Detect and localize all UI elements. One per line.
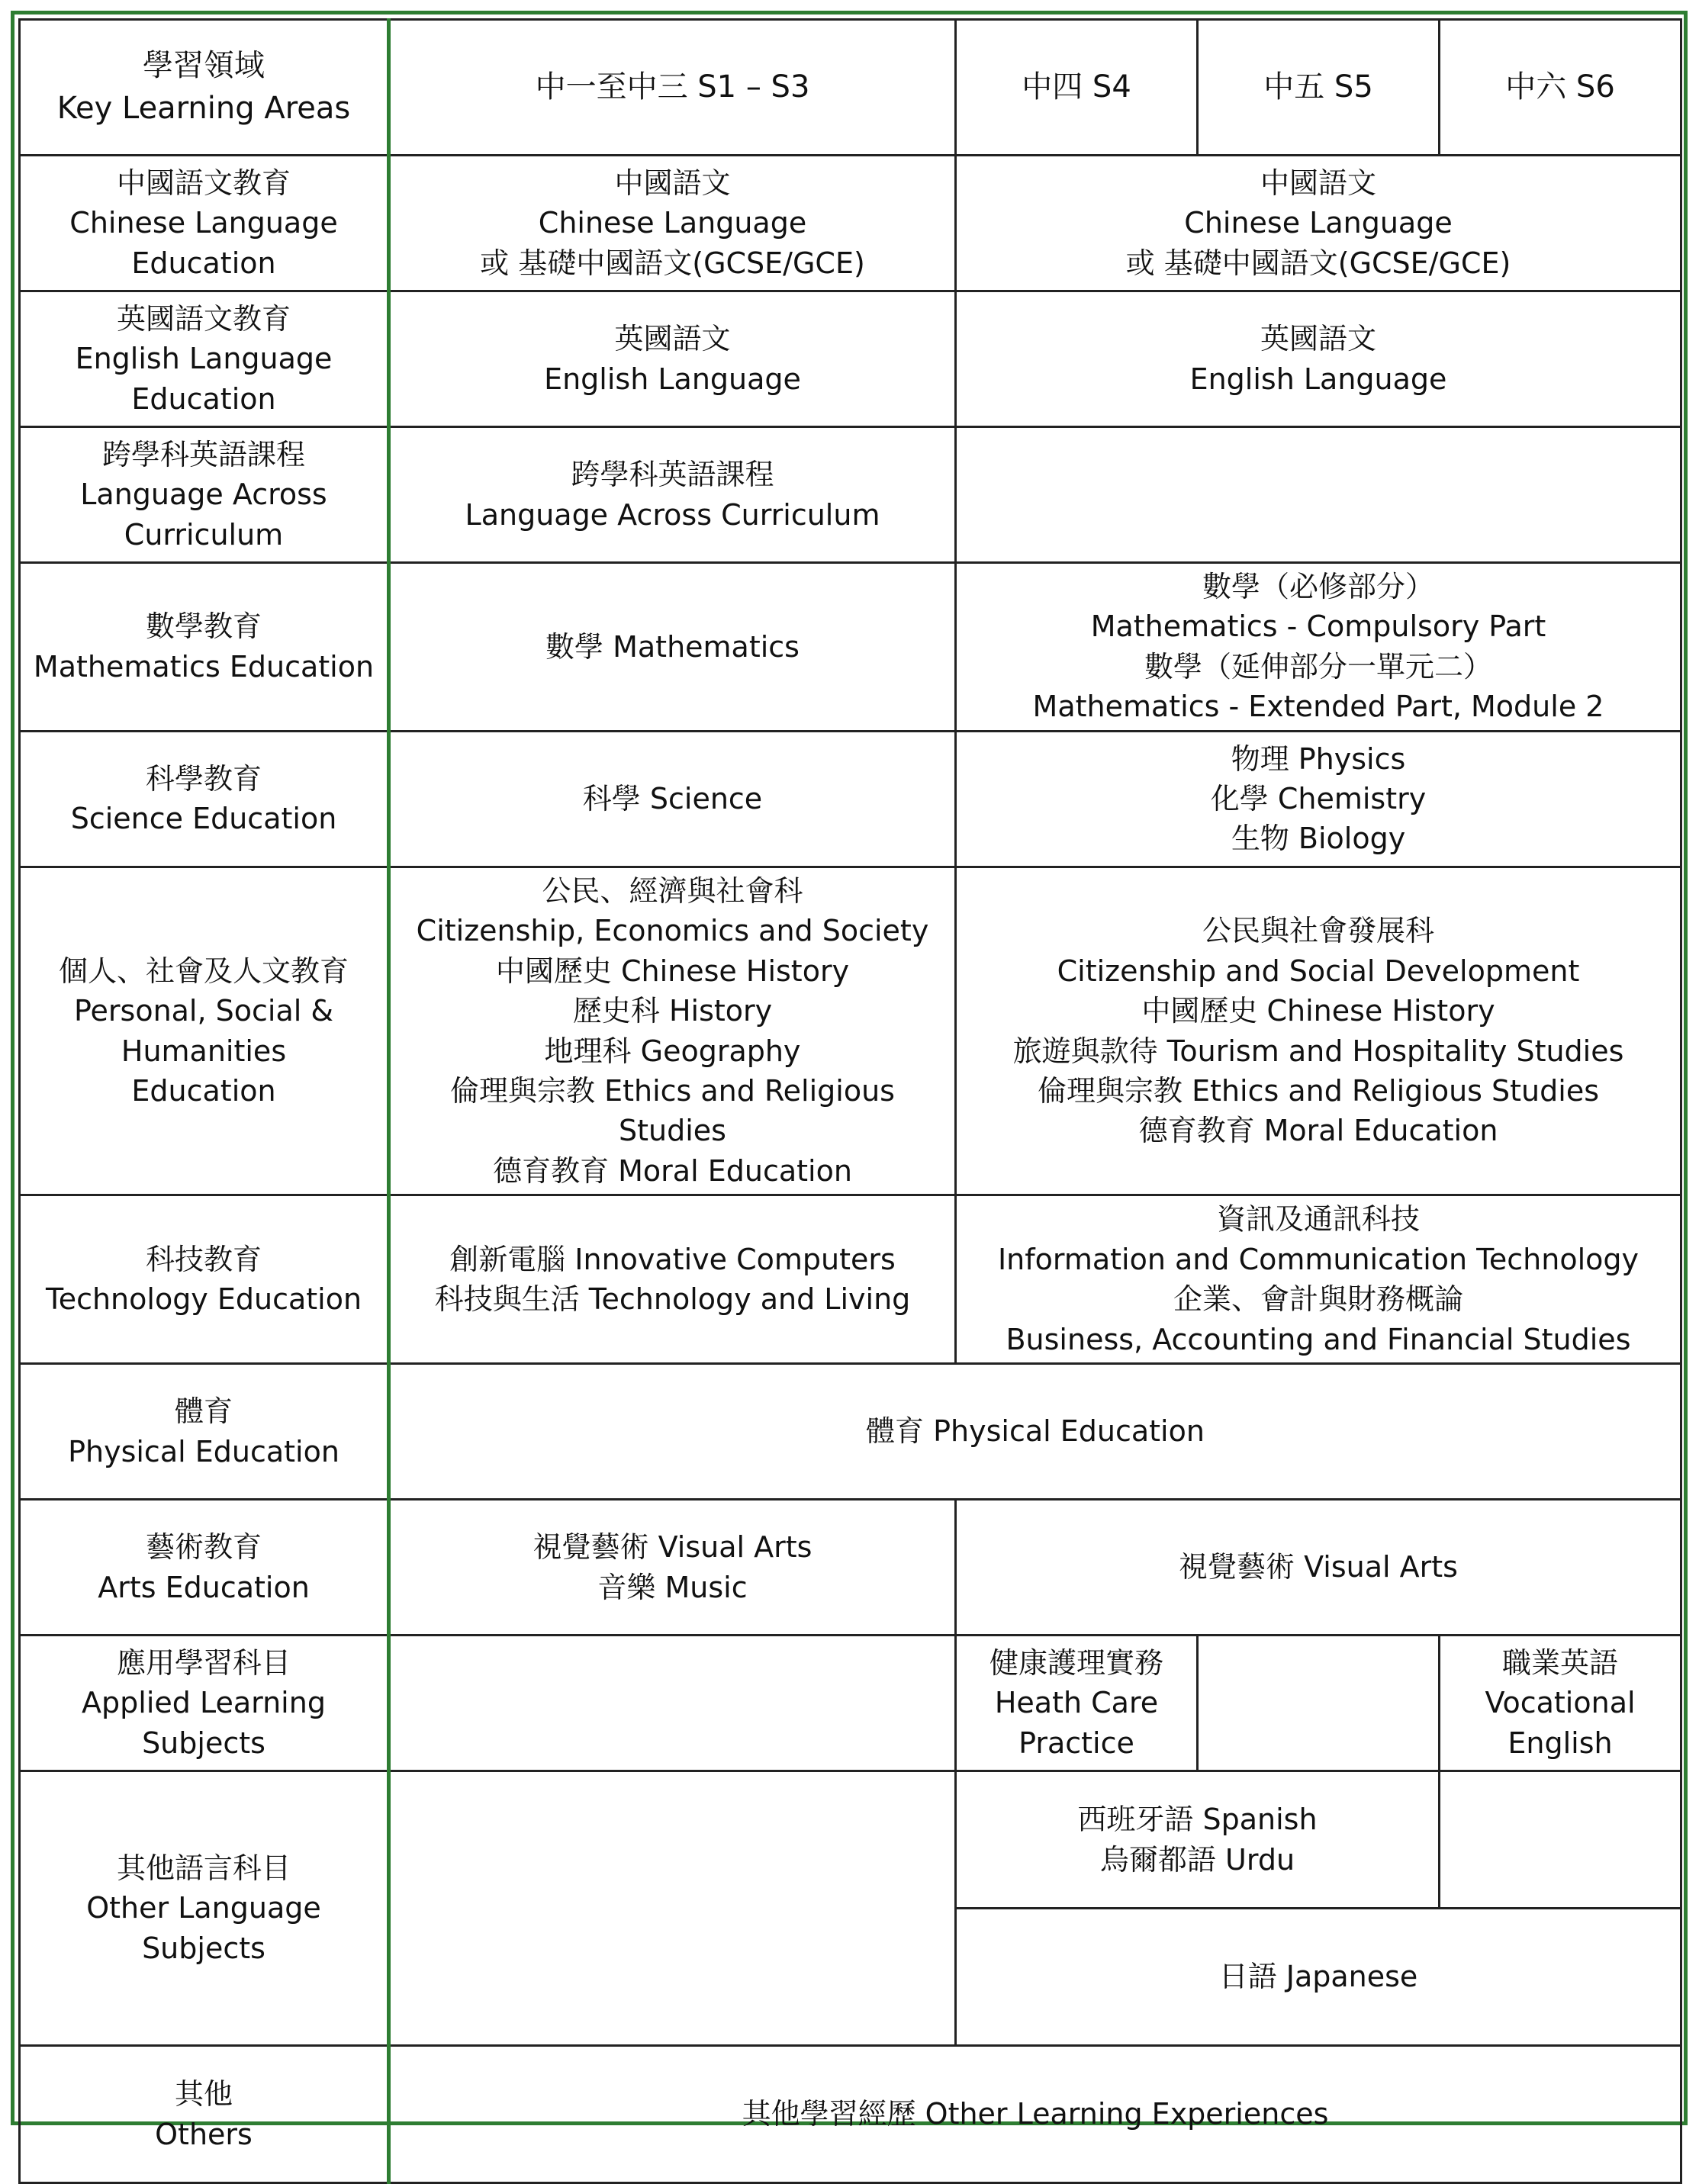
area-language-across-curriculum: [20, 427, 389, 563]
cell-line: Curriculum: [124, 517, 284, 552]
area-english-language-education: [20, 291, 389, 427]
header-s6: 中六 S6: [1440, 20, 1681, 156]
cell-line: 生物 Biology: [1231, 822, 1406, 856]
cell-line: 中國語文: [614, 166, 731, 200]
header-s1-s3: 中一至中三 S1 – S3: [389, 20, 956, 156]
cell-line: 視覺藝術 Visual Arts: [1179, 1550, 1458, 1584]
cell-line: 或 基礎中國語文(GCSE/GCE): [1125, 246, 1511, 280]
cell-line: Applied Learning Subjects: [82, 1686, 326, 1760]
cell-line: 或 基礎中國語文(GCSE/GCE): [480, 246, 865, 280]
table-row: [20, 427, 1681, 563]
cell-line: Physical Education: [68, 1434, 339, 1468]
cell-line: Heath Care: [994, 1686, 1159, 1720]
cell-line: 倫理與宗教 Ethics and Religious Studies: [450, 1073, 895, 1148]
table-row: [20, 291, 1681, 427]
cell-line: Citizenship, Economics and Society: [416, 914, 929, 948]
applied-junior-empty: [389, 1636, 956, 1771]
cell-line: 數學（延伸部分一單元二）: [1144, 649, 1492, 684]
table-row: [20, 1364, 1681, 1500]
arts-senior-subjects: [956, 1500, 1681, 1636]
pshe-senior-subjects: [956, 867, 1681, 1195]
cell-line: Mathematics Education: [33, 649, 375, 684]
lac-senior-empty: [956, 427, 1681, 563]
cell-line: Language Across: [80, 478, 327, 512]
cell-line: 科學 Science: [582, 782, 763, 816]
area-physical-education: [20, 1364, 389, 1500]
cell-line: Business, Accounting and Financial Studies: [1006, 1322, 1631, 1356]
cell-line: 資訊及通訊科技: [1216, 1202, 1420, 1237]
cell-line: Personal, Social &: [73, 994, 334, 1028]
area-applied-learning-subjects: [20, 1636, 389, 1771]
cell-line: 倫理與宗教 Ethics and Religious Studies: [1037, 1073, 1599, 1108]
cell-line: Education: [131, 1073, 276, 1108]
cell-line: English Language: [1189, 362, 1447, 396]
cell-line: 健康護理實務: [989, 1645, 1163, 1680]
header-s4: 中四 S4: [956, 20, 1198, 156]
cell-line: Technology Education: [45, 1282, 362, 1317]
other-lang-s6-empty: [1440, 1771, 1681, 1909]
cell-line: 公民、經濟與社會科: [542, 873, 803, 908]
header-area-en: Key Learning Areas: [56, 90, 351, 126]
table-row: [20, 867, 1681, 1195]
cell-line: 英國語文: [614, 322, 731, 356]
cell-line: 其他: [174, 2077, 233, 2112]
pshe-junior-subjects: [389, 867, 956, 1195]
english-junior-subjects: [389, 291, 956, 427]
cell-line: 科技與生活 Technology and Living: [434, 1282, 911, 1317]
table-row: [20, 731, 1681, 867]
other-lang-senior-japanese: [956, 1909, 1681, 2046]
area-mathematics-education: [20, 563, 389, 732]
cell-line: 旅遊與款待 Tourism and Hospitality Studies: [1012, 1034, 1624, 1068]
table-row: [20, 1500, 1681, 1636]
cell-line: 德育教育 Moral Education: [1138, 1114, 1498, 1148]
maths-junior-subjects: [389, 563, 956, 732]
table-row: [20, 1771, 1681, 1909]
science-senior-subjects: [956, 731, 1681, 867]
header-area-zh: 學習領域: [143, 48, 265, 84]
table-row: [20, 2046, 1681, 2183]
cell-line: 體育 Physical Education: [866, 1414, 1205, 1449]
cell-line: 跨學科英語課程: [571, 458, 774, 492]
cell-line: 英國語文: [1260, 322, 1376, 356]
cell-line: English Language: [544, 362, 801, 396]
area-chinese-language-education: [20, 156, 389, 291]
cell-line: 英國語文教育: [116, 301, 291, 336]
cell-line: 視覺藝術 Visual Arts: [533, 1530, 812, 1565]
cell-line: 德育教育 Moral Education: [493, 1153, 852, 1188]
lac-junior-subjects: [389, 427, 956, 563]
cell-line: 中國語文: [1260, 166, 1376, 200]
cell-line: 科技教育: [145, 1242, 262, 1276]
cell-line: 中國語文教育: [116, 166, 291, 200]
cell-line: 其他學習經歷 Other Learning Experiences: [742, 2097, 1329, 2131]
area-technology-education: [20, 1195, 389, 1364]
area-arts-education: [20, 1500, 389, 1636]
area-other-language-subjects: [20, 1771, 389, 2046]
chinese-senior-subjects: [956, 156, 1681, 291]
cell-line: Mathematics - Compulsory Part: [1090, 610, 1546, 644]
header-row: [20, 20, 1681, 156]
science-junior-subjects: [389, 731, 956, 867]
table-row: [20, 1636, 1681, 1771]
tech-senior-subjects: [956, 1195, 1681, 1364]
arts-junior-subjects: [389, 1500, 956, 1636]
cell-line: 西班牙語 Spanish: [1077, 1803, 1318, 1837]
cell-line: 職業英語: [1501, 1645, 1618, 1680]
cell-line: Education: [131, 381, 276, 416]
cell-line: 地理科 Geography: [544, 1034, 801, 1068]
cell-line: 數學教育: [145, 610, 262, 644]
cell-line: Information and Communication Technology: [997, 1242, 1639, 1276]
cell-line: Other Language Subjects: [86, 1891, 321, 1965]
cell-line: English: [1508, 1726, 1613, 1760]
cell-line: Humanities: [121, 1034, 287, 1068]
pe-all-forms: [389, 1364, 1681, 1500]
area-science-education: [20, 731, 389, 867]
cell-line: 烏爾都語 Urdu: [1099, 1842, 1295, 1877]
cell-line: 中國歷史 Chinese History: [495, 954, 850, 988]
cell-line: 數學 Mathematics: [545, 629, 800, 664]
cell-line: 數學（必修部分）: [1202, 570, 1434, 603]
cell-line: 日語 Japanese: [1218, 1960, 1418, 1994]
cell-line: 企業、會計與財務概論: [1173, 1282, 1463, 1317]
cell-line: Arts Education: [98, 1570, 310, 1604]
cell-line: Vocational: [1485, 1686, 1636, 1720]
cell-line: 創新電腦 Innovative Computers: [449, 1242, 896, 1276]
cell-line: 科學教育: [145, 761, 262, 796]
chinese-junior-subjects: [389, 156, 956, 291]
english-senior-subjects: [956, 291, 1681, 427]
cell-line: 化學 Chemistry: [1210, 782, 1427, 816]
cell-line: Practice: [1018, 1726, 1134, 1760]
applied-s5-empty: [1198, 1636, 1440, 1771]
table-row: [20, 563, 1681, 732]
cell-line: Education: [131, 246, 276, 280]
cell-line: Mathematics - Extended Part, Module 2: [1032, 690, 1604, 724]
cell-line: 物理 Physics: [1231, 741, 1406, 776]
cell-line: 音樂 Music: [597, 1570, 748, 1604]
cell-line: Chinese Language: [1184, 206, 1453, 240]
other-lang-s4-s5-subjects: [956, 1771, 1440, 1909]
cell-line: Chinese Language: [538, 206, 807, 240]
cell-line: 藝術教育: [145, 1530, 262, 1565]
cell-line: Citizenship and Social Development: [1057, 954, 1580, 988]
others-all-forms: [389, 2046, 1681, 2183]
cell-line: 應用學習科目: [116, 1645, 291, 1680]
cell-line: Others: [155, 2117, 253, 2151]
cell-line: 歷史科 History: [572, 994, 773, 1028]
cell-line: Language Across Curriculum: [465, 497, 880, 532]
cell-line: 其他語言科目: [116, 1851, 291, 1885]
cell-line: Chinese Language: [69, 206, 338, 240]
curriculum-table-frame: [11, 11, 1688, 2151]
header-s5: 中五 S5: [1198, 20, 1440, 156]
tech-junior-subjects: [389, 1195, 956, 1364]
area-personal-social-humanities-education: [20, 867, 389, 1195]
cell-line: 體育: [174, 1394, 233, 1429]
cell-line: 公民與社會發展科: [1202, 914, 1434, 948]
cell-line: 個人、社會及人文教育: [58, 954, 349, 988]
table-row: [20, 156, 1681, 291]
curriculum-table: [18, 18, 1682, 2184]
applied-s4-subject: [956, 1636, 1198, 1771]
area-others: [20, 2046, 389, 2183]
cell-line: 中國歷史 Chinese History: [1141, 994, 1495, 1028]
table-row: [20, 1195, 1681, 1364]
other-lang-junior-empty: [389, 1771, 956, 2046]
cell-line: English Language: [75, 342, 333, 376]
maths-senior-subjects: [956, 563, 1681, 732]
applied-s6-subject: [1440, 1636, 1681, 1771]
header-key-learning-areas: [20, 20, 389, 156]
cell-line: 跨學科英語課程: [101, 437, 305, 471]
cell-line: Science Education: [70, 802, 337, 836]
